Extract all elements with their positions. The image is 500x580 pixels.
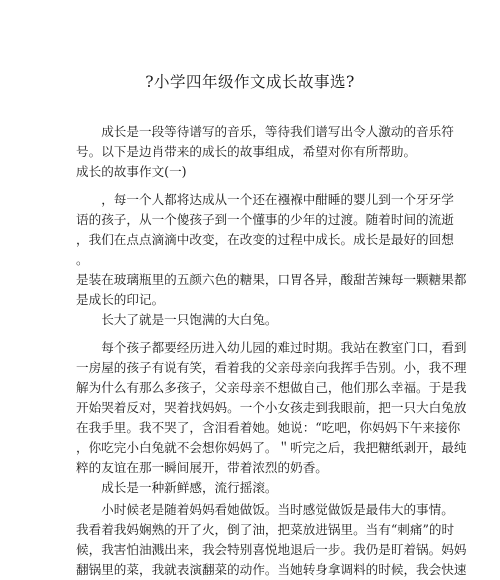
text-line: 是装在玻璃瓶里的五颜六色的糖果，口胃各异，酸甜苦辣每一颗糖果都	[76, 272, 467, 287]
text-line: 候，我害怕油溅出来，我会特别喜悦地退后一步。我仍是盯着锅。妈妈	[76, 542, 467, 557]
text-line: 是成长的印记。	[76, 292, 165, 307]
document-title: ?小学四年级作文成长故事选?	[145, 73, 355, 91]
text-line: 语的孩子，从一个傻孩子到一个懂事的少年的过渡。随着时间的流逝	[76, 212, 454, 227]
text-line: 一房屋的孩子有说有笑，看着我的父亲母亲向我挥手告别。小，我不理	[76, 360, 467, 375]
section-heading: 成长的故事作文(一)	[76, 164, 187, 179]
text-line: 成长是一种新鲜感，流行摇滚。	[76, 480, 278, 495]
text-line: 。	[76, 252, 89, 267]
text-line: 开始哭着反对，哭着找妈妈。一个小女孩走到我眼前，把一只大白兔放	[76, 400, 467, 415]
text-line: 长大了就是一只饱满的大白兔。	[76, 312, 278, 327]
text-line: 在我手里。我不哭了，含泪看着她。她说：“吃吧，你妈妈下午来接你	[76, 420, 461, 435]
text-line: 翻锅里的菜，我就表演翻菜的动作。当她转身拿调料的时候，我会快速	[76, 562, 467, 577]
text-line: 号。以下是边肖带来的成长的故事组成，希望对你有所帮助。	[76, 144, 417, 159]
text-line: ，每一个人都将达成从一个还在襁褓中酣睡的婴儿到一个牙牙学	[76, 192, 454, 207]
text-line: ，你吃完小白兔就不会想你妈妈了。＂听完之后，我把糖纸剥开，最纯	[76, 440, 467, 455]
text-line: ，我们在点点滴滴中改变，在改变的过程中成长。成长是最好的回想	[76, 232, 454, 247]
text-line: 成长是一段等待谱写的音乐，等待我们谱写出令人激动的音乐符	[76, 124, 454, 139]
text-line: 每个孩子都要经历进入幼儿园的难过时期。我站在教室门口，看到	[76, 340, 467, 355]
text-line: 解为什么有那么多孩子，父亲母亲不想做自己，他们那么幸福。于是我	[76, 380, 467, 395]
text-line: 小时候老是随着妈妈看她做饭。当时感觉做饭是最伟大的事情。	[76, 502, 454, 517]
text-line: 粹的友谊在那一瞬间展开，带着浓烈的奶香。	[76, 460, 328, 475]
text-line: 我看着我妈娴熟的开了火，倒了油，把菜放进锅里。当有“刺痛”的时	[76, 522, 455, 537]
